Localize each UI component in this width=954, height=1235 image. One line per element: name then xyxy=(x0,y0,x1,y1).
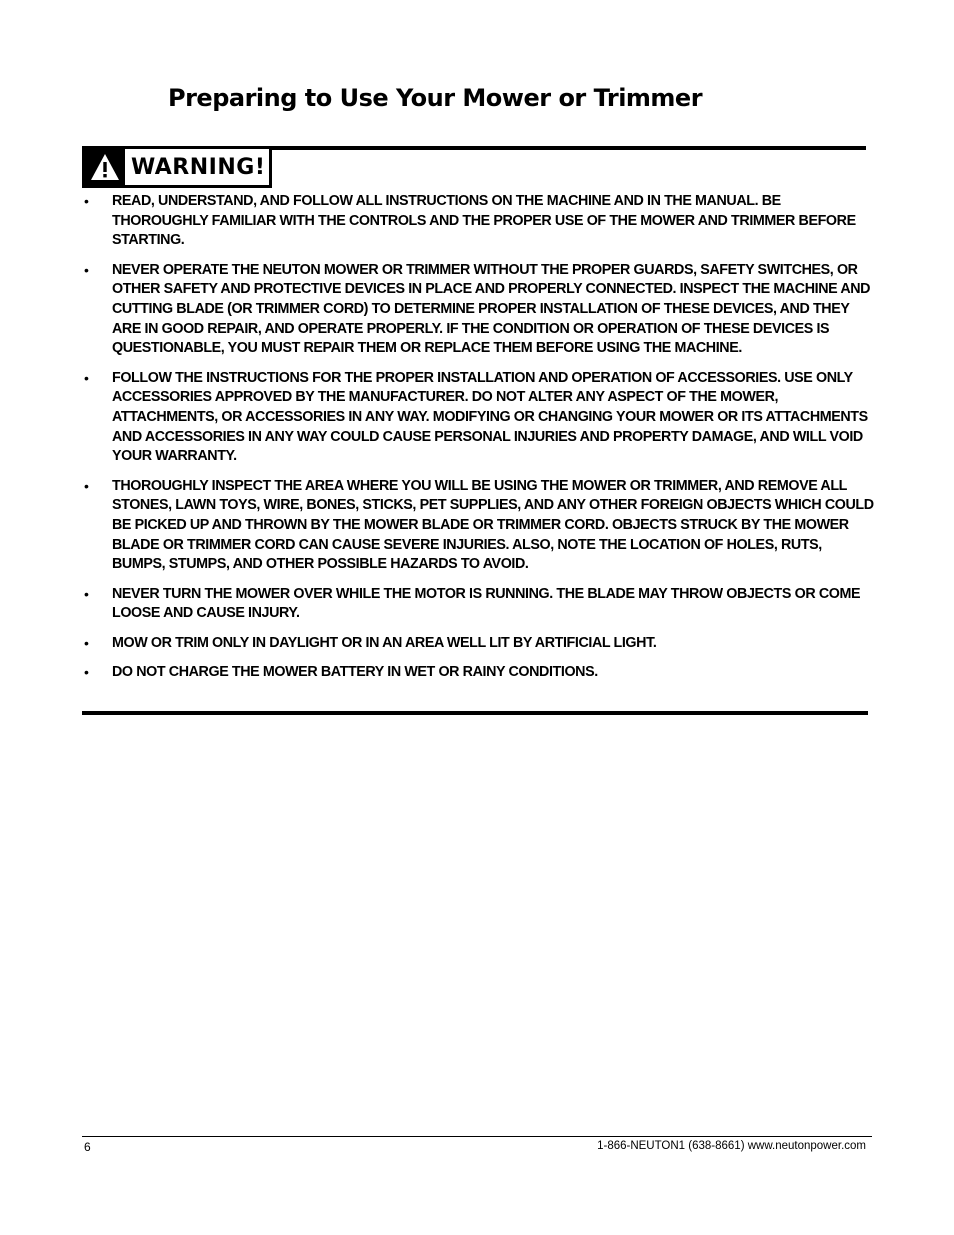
bullet-icon: • xyxy=(84,663,89,680)
list-item-text: DO NOT CHARGE THE MOWER BATTERY IN WET OR RAINY CONDITIONS. xyxy=(112,663,598,680)
warning-top-rule xyxy=(270,146,866,150)
list-item-text: READ, UNDERSTAND, AND FOLLOW ALL INSTRUCTIONS ON THE MACHINE AND IN THE MANUAL. BE THOROUGHLY FAMILIAR WITH THE CONTROLS AND THE PROPER USE OF THE MOWER AND TRIMMER BEFORE STARTING. xyxy=(112,193,856,249)
list-item-text: NEVER TURN THE MOWER OVER WHILE THE MOTOR IS RUNNING. THE BLADE MAY THROW OBJECTS OR COME LOOSE AND CAUSE INJURY. xyxy=(112,585,861,622)
bullet-icon: • xyxy=(84,634,89,651)
list-item-text: THOROUGHLY INSPECT THE AREA WHERE YOU WILL BE USING THE MOWER OR TRIMMER, AND REMOVE ALL STONES, LAWN TOYS, WIRE, BONES, STICKS, PET SUPPLIES, AND ANY OTHER FOREIGN OBJECTS WHICH COULD BE PICKED UP AND THROWN BY THE MOWER BLADE OR TRIMMER CORD. OBJECTS STRUCK BY THE MOWER BLADE OR TRIMMER CORD CAN CAUSE SEVERE INJURIES. ALSO, NOTE THE LOCATION OF HOLES, RUTS, BUMPS, STUMPS, AND OTHER POSSIBLE HAZARDS TO AVOID. xyxy=(112,477,874,573)
warning-label: WARNING! xyxy=(131,154,266,180)
bullet-icon: • xyxy=(84,369,89,386)
warning-label-box xyxy=(125,149,269,185)
list-item xyxy=(84,192,874,251)
bullet-icon: • xyxy=(84,585,89,602)
list-item xyxy=(84,369,874,468)
footer-rule xyxy=(82,1136,872,1137)
warning-badge xyxy=(82,146,272,188)
warning-bottom-rule xyxy=(82,711,868,715)
list-item-text: FOLLOW THE INSTRUCTIONS FOR THE PROPER INSTALLATION AND OPERATION OF ACCESSORIES. USE ONLY ACCESSORIES APPROVED BY THE MANUFACTURER. DO NOT ALTER ANY ASPECT OF THE MOWER, ATTACHMENTS, OR ACCESSORIES IN ANY WAY. MODIFYING OR CHANGING YOUR MOWER OR ITS ATTACHMENTS AND ACCESSORIES IN ANY WAY COULD CAUSE PERSONAL INJURIES AND PROPERTY DAMAGE, AND WILL VOID YOUR WARRANTY. xyxy=(112,369,868,465)
list-item-text: NEVER OPERATE THE NEUTON MOWER OR TRIMMER WITHOUT THE PROPER GUARDS, SAFETY SWITCHES, OR OTHER SAFETY AND PROTECTIVE DEVICES IN PLACE AND PROPERLY CONNECTED. INSPECT THE MACHINE AND CUTTING BLADE (OR TRIMMER CORD) TO DETERMINE PROPER INSTALLATION OF THESE DEVICES, AND THEY ARE IN GOOD REPAIR, AND OPERATE PROPERLY. IF THE CONDITION OR OPERATION OF THESE DEVICES IS QUESTIONABLE, YOU MUST REPAIR THEM OR REPLACE THEM BEFORE USING THE MACHINE. xyxy=(112,261,871,357)
list-item xyxy=(84,663,874,683)
list-item xyxy=(84,477,874,576)
warning-triangle-icon xyxy=(85,149,125,185)
page-title: Preparing to Use Your Mower or Trimmer xyxy=(168,84,703,112)
footer-contact: 1-866-NEUTON1 (638-8661) www.neutonpower.com xyxy=(597,1140,866,1152)
page-number: 6 xyxy=(84,1140,91,1154)
bullet-icon: • xyxy=(84,477,89,494)
list-item xyxy=(84,585,874,624)
list-item xyxy=(84,261,874,360)
list-item xyxy=(84,634,874,654)
bullet-icon: • xyxy=(84,193,89,209)
warning-list xyxy=(84,192,874,692)
bullet-icon: • xyxy=(84,261,89,278)
list-item-text: MOW OR TRIM ONLY IN DAYLIGHT OR IN AN AREA WELL LIT BY ARTIFICIAL LIGHT. xyxy=(112,634,657,651)
